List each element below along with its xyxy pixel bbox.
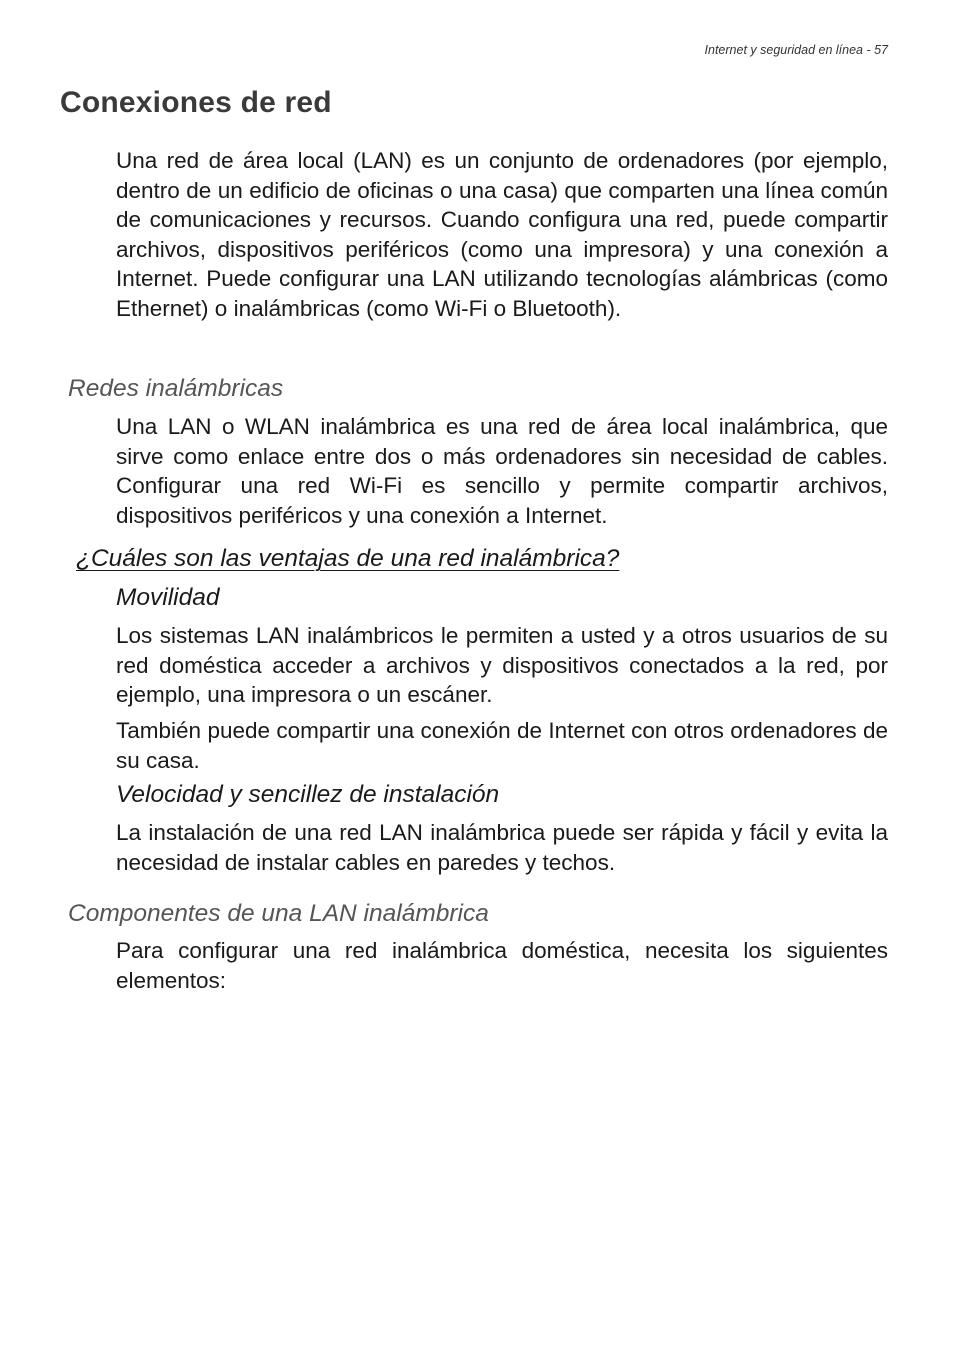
speed-heading: Velocidad y sencillez de instalación xyxy=(116,781,500,808)
speed-paragraph: La instalación de una red LAN inalámbrica puede ser rápida y fácil y evita la necesidad de instalar cables en paredes y techos. xyxy=(116,820,888,875)
components-heading: Componentes de una LAN inalámbrica xyxy=(68,900,489,927)
mobility-paragraph-2: También puede compartir una conexión de Internet con otros ordenadores de su casa. xyxy=(116,718,888,773)
intro-paragraph: Una red de área local (LAN) es un conjunto de ordenadores (por ejemplo, dentro de un edificio de oficinas o una casa) que comparten una línea común de comunicaciones y recursos. Cuando configura una red, puede compartir archivos, dispositivos periféricos (como una impresora) y una conexión a Internet. Puede configurar una LAN utilizando tecnologías alámbricas (como Ethernet) o inalámbricas (como Wi-Fi o Bluetooth). xyxy=(116,148,888,321)
wireless-networks-paragraph: Una LAN o WLAN inalámbrica es una red de área local inalámbrica, que sirve como enlace entre dos o más ordenadores sin necesidad de cables. Configurar una red Wi-Fi es sencillo y permite compartir archivos, dispositivos periféricos y una conexión a Internet. xyxy=(116,414,888,528)
running-header: Internet y seguridad en línea - 57 xyxy=(704,43,888,57)
components-paragraph: Para configurar una red inalámbrica doméstica, necesita los siguientes elementos: xyxy=(116,938,888,993)
mobility-heading: Movilidad xyxy=(116,584,220,611)
page-title: Conexiones de red xyxy=(60,86,332,119)
mobility-paragraph-1: Los sistemas LAN inalámbricos le permiten a usted y a otros usuarios de su red doméstica acceder a archivos y dispositivos conectados a la red, por ejemplo, una impresora o un escáner. xyxy=(116,623,888,708)
wireless-networks-heading: Redes inalámbricas xyxy=(68,375,284,402)
advantages-question-heading: ¿Cuáles son las ventajas de una red inalámbrica? xyxy=(76,545,620,572)
